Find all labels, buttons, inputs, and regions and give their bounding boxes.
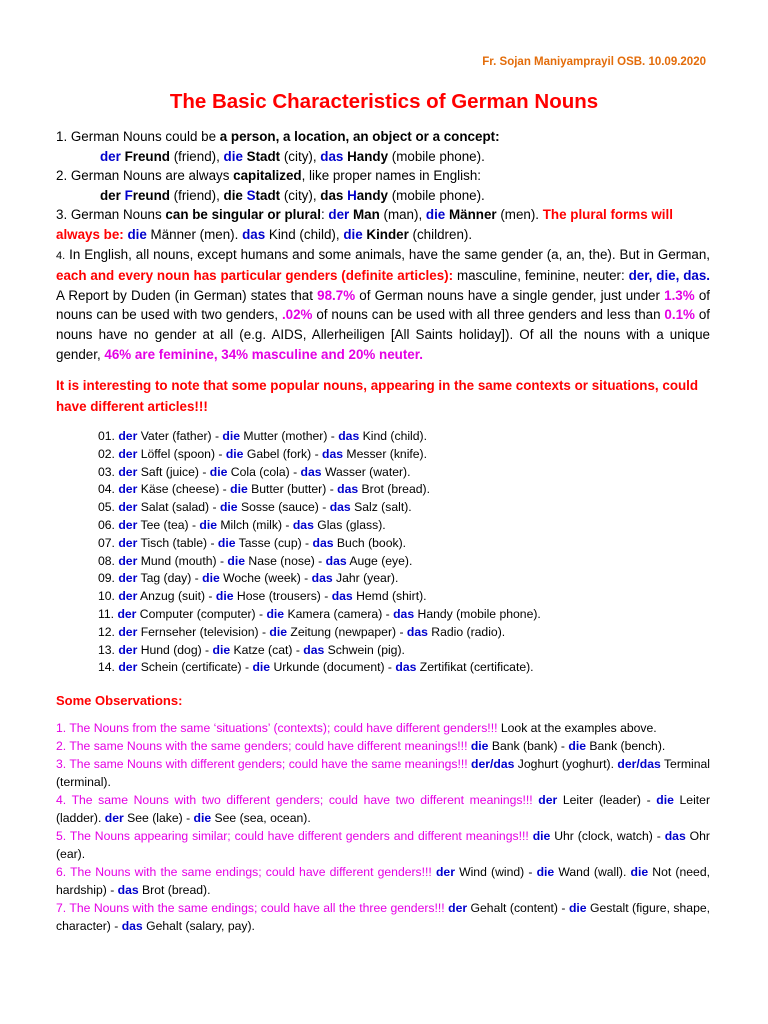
text: (friend),: [169, 148, 224, 164]
noun-masculine: Fernseher (television) -: [137, 624, 270, 639]
text: Gehalt (salary, pay).: [142, 919, 255, 933]
article-der: der: [118, 446, 138, 461]
article-das: das: [311, 571, 333, 586]
noun-feminine: Woche (week) -: [219, 571, 312, 586]
noun-masculine: Vater (father) -: [137, 429, 223, 443]
item-number: 01.: [98, 429, 119, 443]
article-das: das: [337, 482, 359, 497]
article-das: das: [300, 464, 322, 479]
article-der: der: [118, 482, 138, 497]
article-der: der: [118, 624, 138, 639]
text: of nouns can be used with all three genders and less than: [312, 307, 665, 323]
plural-note: The plural forms will always be: [56, 207, 673, 242]
text: of German nouns have a single gender, just under: [355, 287, 665, 303]
article-der: der: [118, 642, 138, 657]
article-die: die: [219, 500, 238, 515]
article-der: der: [118, 589, 138, 604]
text: Uhr (clock, watch) -: [550, 829, 665, 843]
text: Wind (wind) -: [454, 865, 537, 879]
observation-heading: 2. The same Nouns with the same genders; could have different meanings!!!: [56, 739, 468, 753]
observation-item: [56, 827, 710, 863]
text: Wand (wall).: [554, 865, 631, 879]
point-4: [56, 245, 710, 365]
noun-feminine: Butter (butter) -: [247, 482, 338, 497]
text: See (sea, ocean).: [211, 811, 311, 825]
text: Terminal (terminal).: [56, 757, 710, 789]
text: :: [495, 129, 500, 144]
text: (men).: [496, 207, 543, 223]
noun: Freund: [124, 148, 170, 164]
noun-masculine: Salat (salad) -: [137, 500, 220, 515]
observation-heading: 6. The Nouns with the same endings; could have different genders!!!: [56, 865, 432, 879]
noun-feminine: Zeitung (newpaper) -: [287, 624, 407, 639]
noun-masculine: Computer (computer) -: [136, 606, 267, 621]
noun-masculine: Schein (certificate) -: [137, 660, 253, 675]
article-die: die: [127, 226, 147, 242]
article-die: die: [425, 207, 446, 223]
noun-feminine: Mutter (mother) -: [240, 429, 339, 443]
list-item: [98, 428, 698, 446]
noun-feminine: Urkunde (document) -: [270, 660, 396, 675]
article-das: das: [242, 226, 266, 242]
text: Bank (bank) -: [488, 739, 569, 753]
item-number: 13.: [98, 642, 119, 657]
intro-section: [56, 127, 710, 364]
noun-masculine: Tee (tea) -: [137, 517, 200, 532]
observations-list: [56, 719, 710, 935]
observation-heading: 3. The same Nouns with different genders; could have the same meanings!!!: [56, 757, 468, 771]
noun: Stadt: [246, 148, 281, 164]
article-der: der: [118, 660, 138, 675]
noun-neuter: Schwein (pig).: [324, 642, 405, 657]
article: der: [435, 865, 455, 879]
text: 4.: [56, 249, 66, 262]
text: of nouns have no gender at all (e.g. AIDS, Allerheiligen [All Saints holiday]). Of all the nouns with a unique gender,: [56, 307, 711, 362]
text: Kind (child),: [265, 226, 344, 242]
text: Ohr (ear).: [56, 829, 710, 861]
article: die: [630, 865, 649, 879]
observation-item: [56, 863, 710, 899]
noun: Handy: [347, 148, 389, 164]
list-item: [98, 446, 698, 464]
text: Brot (bread).: [138, 883, 211, 897]
text: of nouns can be used with two genders,: [56, 287, 710, 323]
noun-feminine: Tasse (cup) -: [235, 535, 313, 550]
noun-neuter: Kind (child).: [359, 429, 427, 443]
observation-heading: 1. The Nouns from the same ‘situations’ (contexts); could have different genders!!!: [56, 721, 498, 735]
article-der: der: [118, 500, 138, 515]
examples-list: [98, 428, 698, 677]
item-number: 08.: [98, 553, 119, 568]
observation-heading: 4. The same Nouns with two different genders; could have two different meanings!!!: [56, 793, 533, 807]
noun-masculine: Tag (day) -: [137, 571, 203, 586]
text: (mobile phone).: [388, 187, 485, 203]
point-2-examples: [56, 186, 710, 206]
noun-neuter: Wasser (water).: [321, 464, 411, 479]
item-number: 09.: [98, 571, 119, 586]
observations-title: Some Observations:: [56, 693, 183, 708]
article-die: die: [222, 429, 241, 443]
item-number: 12.: [98, 624, 119, 639]
noun: andy: [356, 187, 388, 203]
item-number: 07.: [98, 535, 119, 550]
article: die: [532, 829, 551, 843]
noun-neuter: Glas (glass).: [313, 517, 386, 532]
article-die: die: [212, 642, 231, 657]
item-number: 04.: [98, 482, 119, 497]
article: der: [100, 187, 125, 203]
text: (man),: [379, 207, 426, 223]
articles-list: der, die, das.: [628, 268, 710, 284]
noun-masculine: Hund (dog) -: [137, 642, 213, 657]
noun-masculine: Mund (mouth) -: [137, 553, 228, 568]
text: 1. German Nouns could be: [56, 129, 220, 144]
point-3: [56, 205, 710, 244]
text: (mobile phone).: [388, 148, 485, 164]
noun: Kinder: [362, 226, 409, 242]
stat-percentage: .02%: [281, 307, 313, 323]
noun-neuter: Auge (eye).: [346, 553, 413, 568]
article-der: der: [118, 429, 138, 443]
item-number: 11.: [98, 606, 118, 621]
text: 2. German Nouns are always: [56, 168, 234, 184]
article-die: die: [230, 482, 248, 497]
noun-feminine: Gabel (fork) -: [243, 446, 323, 461]
article-das: das: [395, 660, 417, 675]
article-das: das: [338, 429, 360, 443]
article: der/das: [471, 757, 515, 771]
article-die: die: [225, 446, 244, 461]
noun-masculine: Anzug (suit) -: [137, 589, 216, 604]
text: Gehalt (content) -: [467, 901, 569, 915]
text: 3. German Nouns: [56, 207, 166, 223]
list-item: [98, 606, 698, 624]
text: (friend),: [169, 187, 224, 203]
article-der: der: [328, 207, 350, 223]
noun-masculine: Saft (juice) -: [137, 464, 210, 479]
article: das: [320, 187, 348, 203]
list-item: [98, 535, 698, 553]
noun: tadt: [255, 187, 281, 203]
article-die: die: [209, 464, 228, 479]
noun-neuter: Hemd (shirt).: [352, 589, 427, 604]
article: die: [223, 187, 247, 203]
list-item: [98, 499, 698, 517]
article: das: [121, 919, 143, 933]
text: Joghurt (yoghurt).: [514, 757, 618, 771]
stat-percentage: 0.1%: [664, 307, 695, 323]
article-die: die: [202, 571, 220, 586]
article: die: [656, 793, 674, 807]
stat-percentage: 1.3%: [664, 287, 695, 303]
text: (children).: [408, 226, 473, 242]
list-item: [98, 588, 698, 606]
noun-masculine: Käse (cheese) -: [137, 482, 231, 497]
observation-heading: 5. The Nouns appearing similar; could have different genders and different meanings!!!: [56, 829, 529, 843]
article: der: [104, 811, 124, 825]
noun-feminine: Milch (milk) -: [217, 517, 293, 532]
article-der: der: [117, 606, 137, 621]
article-der: der: [118, 464, 138, 479]
noun: Man: [349, 207, 380, 223]
item-number: 14.: [98, 660, 119, 675]
text: Leiter (leader) -: [557, 793, 657, 807]
item-number: 06.: [98, 517, 119, 532]
observation-item: [56, 719, 710, 737]
noun: reund: [132, 187, 170, 203]
text: masculine, feminine, neuter:: [453, 268, 629, 284]
list-item: [98, 624, 698, 642]
noun-feminine: Katze (cat) -: [230, 642, 304, 657]
noun-feminine: Cola (cola) -: [227, 464, 301, 479]
article-der: der: [118, 553, 138, 568]
text: Not (need, hardship) -: [56, 865, 710, 897]
article-die: die: [343, 226, 363, 242]
noun-neuter: Radio (radio).: [427, 624, 506, 639]
article-das: das: [322, 446, 344, 461]
text: Gestalt (figure, shape, character) -: [56, 901, 711, 933]
text: Leiter (ladder).: [56, 793, 710, 825]
observation-item: [56, 755, 710, 791]
noun-masculine: Löffel (spoon) -: [137, 446, 226, 461]
author-date-byline: Fr. Sojan Maniyamprayil OSB. 10.09.2020: [482, 56, 706, 68]
highlight-red: each and every noun has particular genders (definite articles):: [56, 268, 454, 284]
article-die: die: [252, 660, 271, 675]
article-das: das: [303, 642, 325, 657]
text: Look at the examples above.: [497, 721, 657, 735]
article-die: die: [217, 535, 236, 550]
noun-neuter: Zertifikat (certificate).: [416, 660, 534, 675]
noun-neuter: Buch (book).: [333, 535, 407, 550]
text: (city),: [280, 148, 321, 164]
article: das: [664, 829, 686, 843]
text: , like proper names in English:: [301, 168, 481, 184]
noun: Männer: [445, 207, 497, 223]
article: der/das: [617, 757, 661, 771]
stat-gender-split: 46% are feminine, 34% masculine and 20% neuter.: [104, 346, 423, 362]
article-die: die: [223, 148, 243, 164]
article: die: [470, 739, 489, 753]
observation-item: [56, 791, 710, 827]
article-das: das: [329, 500, 351, 515]
article-das: das: [292, 517, 314, 532]
item-number: 03.: [98, 464, 119, 479]
text: :: [119, 226, 128, 242]
text: Männer (men).: [146, 226, 243, 242]
interesting-note: It is interesting to note that some popular nouns, appearing in the same contexts or situations, could have different articles!!!: [56, 378, 699, 414]
capital-letter: H: [347, 187, 357, 203]
noun-masculine: Tisch (table) -: [137, 535, 218, 550]
point-1: [56, 127, 710, 147]
document-title: The Basic Characteristics of German Nouns: [169, 90, 599, 113]
point-2: [56, 166, 710, 186]
article-der: der: [118, 517, 138, 532]
article: die: [536, 865, 555, 879]
text-bold: a person, a location, an object or a concept: [219, 129, 496, 144]
article: der: [538, 793, 558, 807]
text: :: [320, 207, 329, 223]
text-bold: can be singular or plural: [165, 207, 321, 223]
noun-feminine: Sosse (sauce) -: [237, 500, 330, 515]
article-das: das: [393, 606, 415, 621]
noun-neuter: Messer (knife).: [343, 446, 428, 461]
article-das: das: [320, 148, 344, 164]
item-number: 10.: [98, 589, 119, 604]
list-item: [98, 570, 698, 588]
stat-percentage: 98.7%: [317, 287, 356, 303]
text: A Report by Duden (in German) states that: [56, 287, 318, 303]
list-item: [98, 553, 698, 571]
article-das: das: [312, 535, 334, 550]
article-die: die: [215, 589, 234, 604]
article-die: die: [269, 624, 287, 639]
list-item: [98, 517, 698, 535]
noun-neuter: Jahr (year).: [332, 571, 399, 586]
article-die: die: [199, 517, 218, 532]
article-der: der: [118, 571, 138, 586]
text: (city),: [280, 187, 321, 203]
article: die: [568, 901, 587, 915]
article: der: [448, 901, 468, 915]
item-number: 05.: [98, 500, 119, 515]
capital-letter: F: [124, 187, 133, 203]
list-item: [98, 659, 698, 677]
text: Bank (bench).: [586, 739, 666, 753]
text-bold: capitalized: [233, 168, 302, 184]
noun-neuter: Handy (mobile phone).: [414, 606, 541, 621]
capital-letter: S: [246, 187, 256, 203]
noun-neuter: Salz (salt).: [350, 500, 412, 515]
text: See (lake) -: [123, 811, 194, 825]
list-item: [98, 464, 698, 482]
observation-item: [56, 899, 710, 935]
article-das: das: [406, 624, 428, 639]
article-das: das: [325, 553, 347, 568]
list-item: [98, 642, 698, 660]
article: die: [193, 811, 212, 825]
article-die: die: [266, 606, 285, 621]
observation-item: [56, 737, 710, 755]
article: die: [568, 739, 586, 753]
noun-neuter: Brot (bread).: [358, 482, 430, 497]
noun-feminine: Nase (nose) -: [245, 553, 326, 568]
item-number: 02.: [98, 446, 119, 461]
noun-feminine: Hose (trousers) -: [233, 589, 332, 604]
point-1-examples: [56, 147, 710, 167]
article-der: der: [118, 535, 138, 550]
article: das: [117, 883, 139, 897]
article-der: der: [100, 148, 121, 164]
article-das: das: [331, 589, 353, 604]
text: In English, all nouns, except humans and some animals, have the same gender (a, an, the). But in German,: [65, 246, 710, 262]
noun-feminine: Kamera (camera) -: [284, 606, 394, 621]
observation-heading: 7. The Nouns with the same endings; could have all the three genders!!!: [56, 901, 445, 915]
list-item: [98, 481, 698, 499]
article-die: die: [227, 553, 246, 568]
